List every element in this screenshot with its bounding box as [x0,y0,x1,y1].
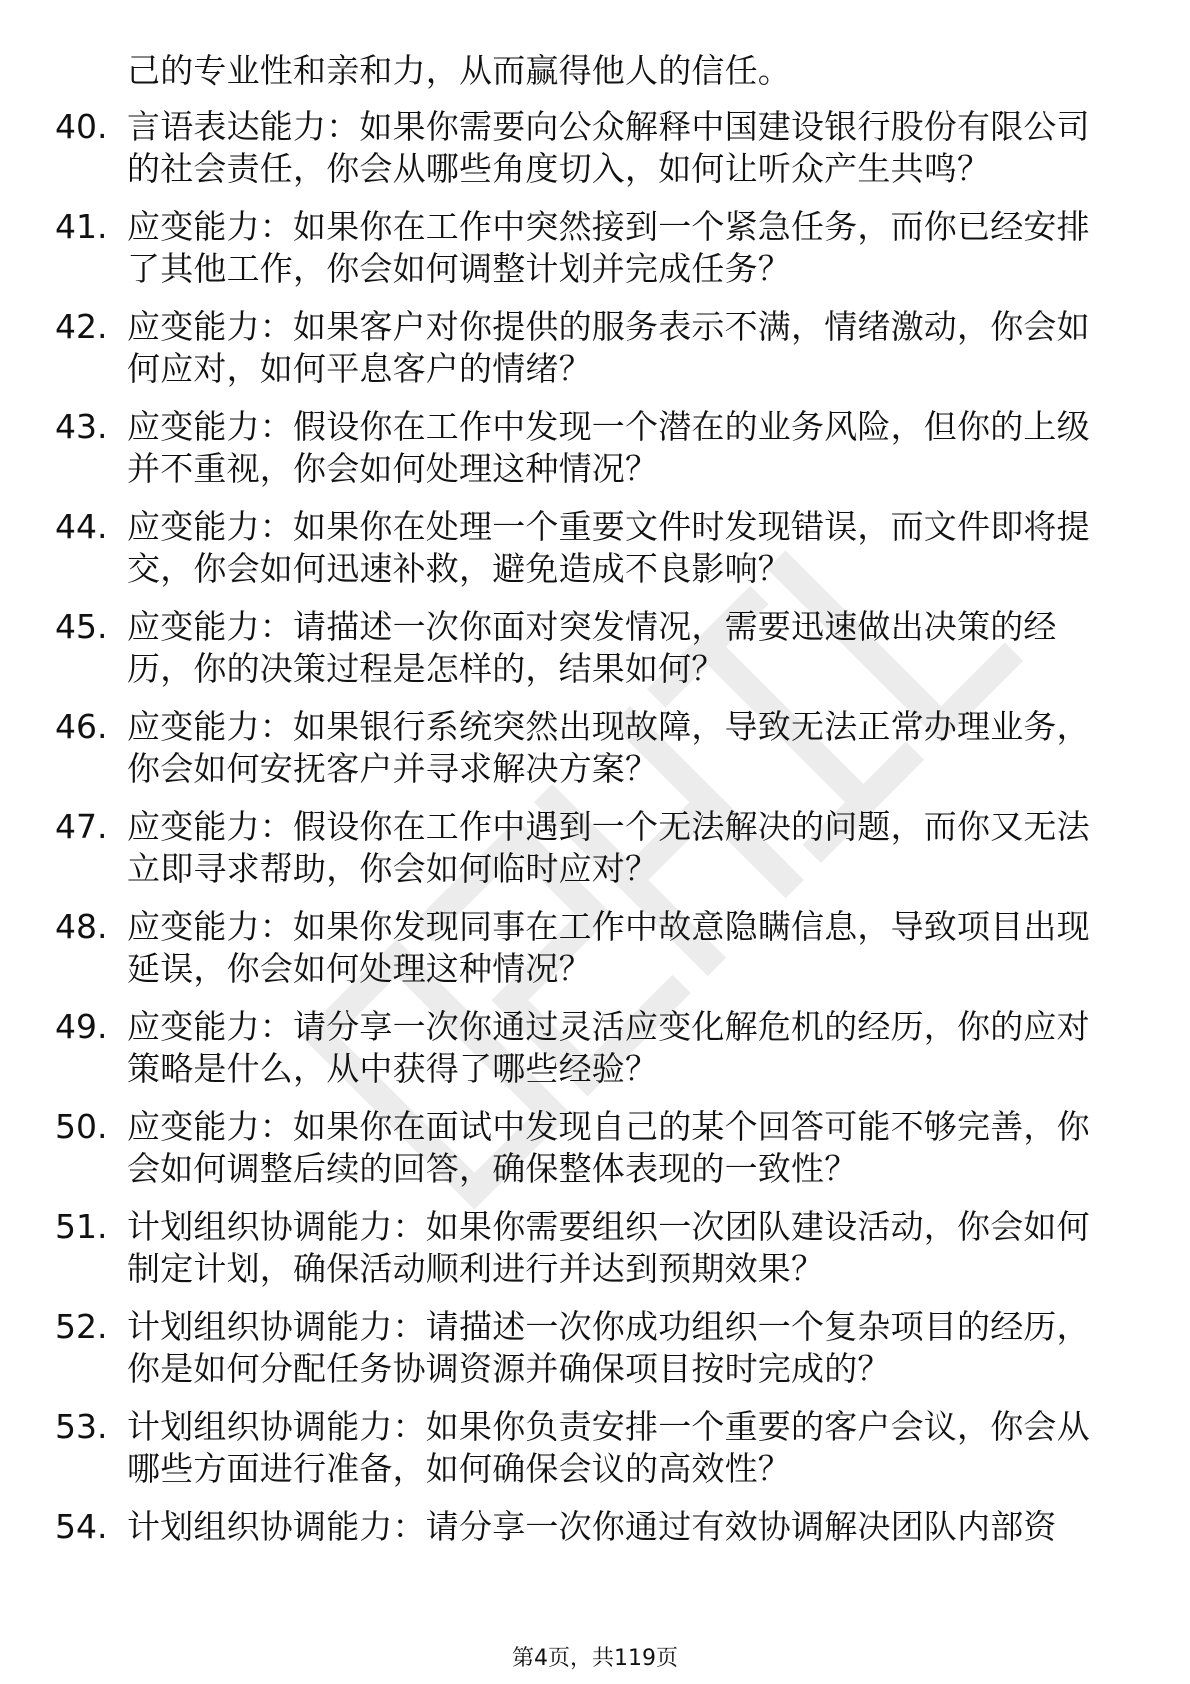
list-item [55,706,1115,790]
question-list [55,106,1115,1548]
question-text: 应变能力：如果你发现同事在工作中故意隐瞒信息，导致项目出现延误，你会如何处理这种情况？ [127,907,1090,988]
question-text: 应变能力：假设你在工作中遇到一个无法解决的问题，而你又无法立即寻求帮助，你会如何临时应对？ [127,807,1090,888]
list-item [55,1406,1115,1490]
question-number: 50. [55,1107,108,1146]
question-number: 49. [55,1007,108,1046]
document-body [55,50,1115,1564]
list-item [55,1306,1115,1390]
page-footer: 第4页，共119页 [512,1646,678,1671]
list-item [55,1106,1115,1190]
list-item [55,506,1115,590]
question-text: 应变能力：如果客户对你提供的服务表示不满，情绪激动，你会如何应对，如何平息客户的情绪？ [127,307,1090,388]
question-text: 应变能力：如果你在处理一个重要文件时发现错误，而文件即将提交，你会如何迅速补救，避免造成不良影响？ [127,507,1090,588]
list-item [55,1506,1115,1548]
question-number: 43. [55,407,108,446]
question-text: 计划组织协调能力：如果你负责安排一个重要的客户会议，你会从哪些方面进行准备，如何确保会议的高效性？ [127,1407,1090,1488]
question-text: 应变能力：如果你在工作中突然接到一个紧急任务，而你已经安排了其他工作，你会如何调整计划并完成任务？ [127,207,1090,288]
question-text: 应变能力：请描述一次你面对突发情况，需要迅速做出决策的经历，你的决策过程是怎样的，结果如何？ [127,607,1057,688]
question-number: 45. [55,607,108,646]
list-item [55,606,1115,690]
question-text: 计划组织协调能力：请分享一次你通过有效协调解决团队内部资 [127,1507,1057,1546]
question-number: 41. [55,207,108,246]
question-text: 应变能力：如果银行系统突然出现故障，导致无法正常办理业务，你会如何安抚客户并寻求解决方案？ [127,707,1090,788]
question-number: 48. [55,907,108,946]
continued-paragraph: 己的专业性和亲和力，从而赢得他人的信任。 [127,51,791,90]
list-item [55,1206,1115,1290]
question-number: 51. [55,1207,108,1246]
question-number: 46. [55,707,108,746]
list-item [55,106,1115,190]
question-text: 应变能力：请分享一次你通过灵活应变化解危机的经历，你的应对策略是什么，从中获得了哪些经验？ [127,1007,1090,1088]
list-item [55,206,1115,290]
list-item [55,906,1115,990]
question-text: 言语表达能力：如果你需要向公众解释中国建设银行股份有限公司的社会责任，你会从哪些角度切入，如何让听众产生共鸣？ [127,107,1090,188]
list-item [55,306,1115,390]
question-number: 44. [55,507,108,546]
question-number: 53. [55,1407,108,1446]
question-number: 52. [55,1307,108,1346]
question-text: 计划组织协调能力：请描述一次你成功组织一个复杂项目的经历，你是如何分配任务协调资源并确保项目按时完成的？ [127,1307,1090,1388]
question-text: 应变能力：如果你在面试中发现自己的某个回答可能不够完善，你会如何调整后续的回答，确保整体表现的一致性？ [127,1107,1090,1188]
question-number: 40. [55,107,108,146]
list-item [55,1006,1115,1090]
question-number: 47. [55,807,108,846]
list-item [55,406,1115,490]
list-item [55,806,1115,890]
question-text: 计划组织协调能力：如果你需要组织一次团队建设活动，你会如何制定计划，确保活动顺利进行并达到预期效果？ [127,1207,1090,1288]
question-text: 应变能力：假设你在工作中发现一个潜在的业务风险，但你的上级并不重视，你会如何处理这种情况？ [127,407,1090,488]
question-number: 42. [55,307,108,346]
question-number: 54. [55,1507,108,1546]
